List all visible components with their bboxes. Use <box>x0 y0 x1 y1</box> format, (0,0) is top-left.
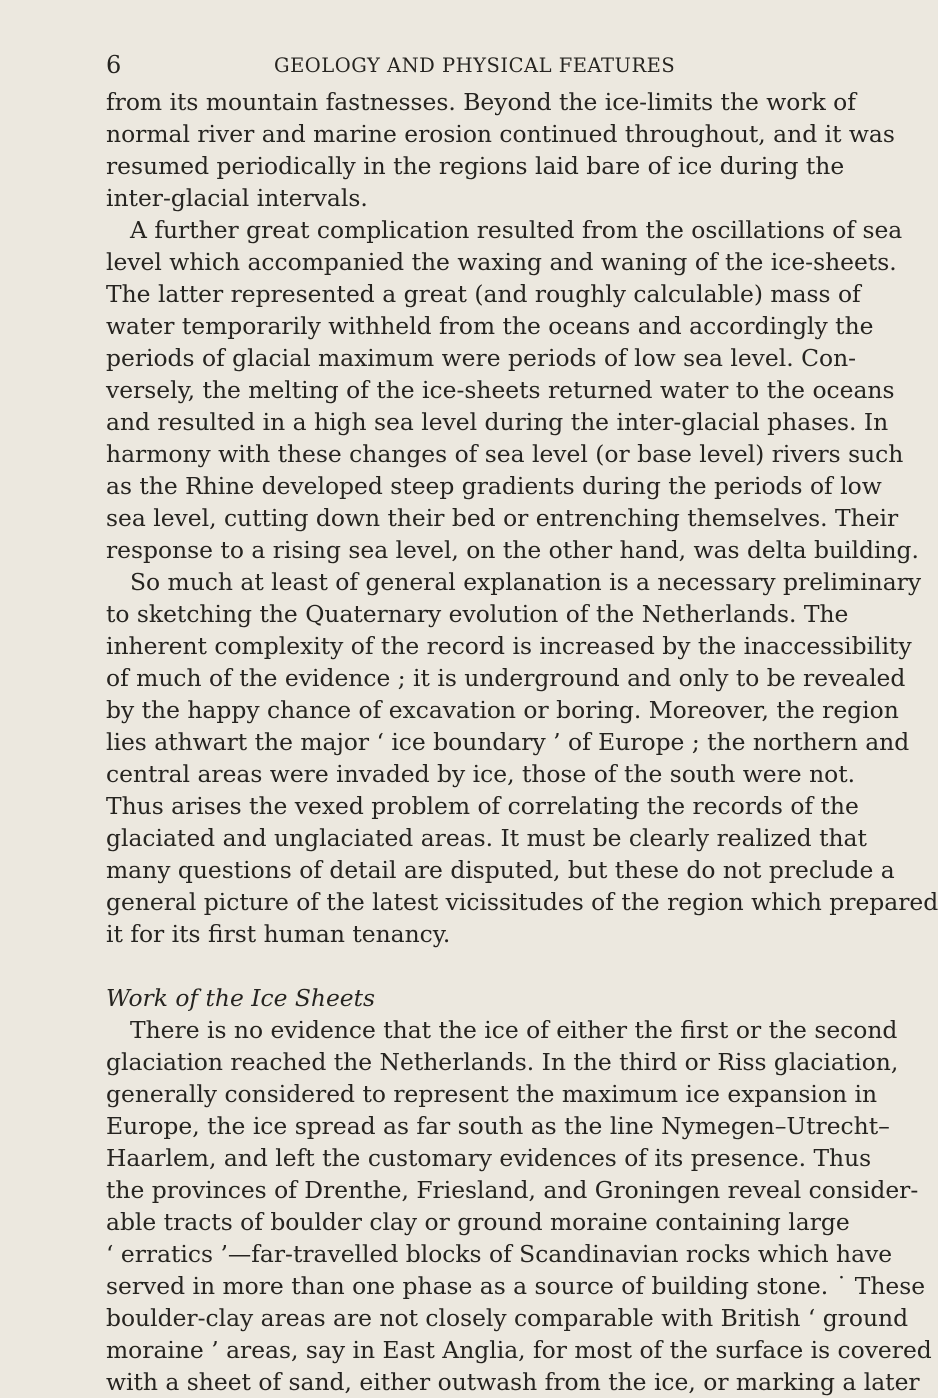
text-line: boulder-clay areas are not closely comparable with British ‘ ground <box>106 1304 909 1332</box>
text-line: from its mountain fastnesses. Beyond the ice-limits the work of <box>106 88 856 116</box>
text-line: Thus arises the vexed problem of correlating the records of the <box>106 792 859 820</box>
text-line: periods of glacial maximum were periods of low sea level. Con- <box>106 344 857 372</box>
text-line: moraine ’ areas, say in East Anglia, for most of the surface is covered <box>106 1336 932 1364</box>
text-line: There is no evidence that the ice of either the first or the second <box>130 1016 898 1044</box>
text-line: response to a rising sea level, on the other hand, was delta building. <box>106 536 919 564</box>
text-line: able tracts of boulder clay or ground moraine containing large <box>106 1208 850 1236</box>
text-line: glaciation reached the Netherlands. In the third or Riss glaciation, <box>106 1048 899 1076</box>
text-line: and resulted in a high sea level during the inter-glacial phases. In <box>106 408 889 436</box>
section-heading: Work of the Ice Sheets <box>106 984 376 1012</box>
text-line: level which accompanied the waxing and waning of the ice-sheets. <box>106 248 897 276</box>
text-line: The latter represented a great (and roughly calculable) mass of <box>106 280 861 308</box>
text-line: water temporarily withheld from the oceans and accordingly the <box>106 312 874 340</box>
text-line: resumed periodically in the regions laid bare of ice during the <box>106 152 845 180</box>
text-line: Europe, the ice spread as far south as the line Nymegen–Utrecht– <box>106 1112 890 1140</box>
text-line: general picture of the latest vicissitudes of the region which prepared <box>106 888 938 916</box>
text-line: as the Rhine developed steep gradients during the periods of low <box>106 472 882 500</box>
paragraph <box>106 566 938 950</box>
text-line: many questions of detail are disputed, but these do not preclude a <box>106 856 895 884</box>
text-line: Haarlem, and left the customary evidences of its presence. Thus <box>106 1144 872 1172</box>
text-line: generally considered to represent the maximum ice expansion in <box>106 1080 878 1108</box>
paragraph <box>106 214 919 566</box>
text-line: to sketching the Quaternary evolution of the Netherlands. The <box>106 600 849 628</box>
page-body <box>106 86 938 1398</box>
text-line: the provinces of Drenthe, Friesland, and Groningen reveal consider- <box>106 1176 919 1204</box>
text-line: glaciated and unglaciated areas. It must be clearly realized that <box>106 824 867 852</box>
text-line: sea level, cutting down their bed or entrenching themselves. Their <box>106 504 899 532</box>
text-line: it for its first human tenancy. <box>106 920 451 948</box>
paragraph <box>106 1014 932 1398</box>
text-line: inter-glacial intervals. <box>106 184 368 212</box>
text-line: harmony with these changes of sea level (or base level) rivers such <box>106 440 904 468</box>
page-number: 6 <box>106 51 122 79</box>
text-line: ‘ erratics ’—far-travelled blocks of Scandinavian rocks which have <box>106 1240 893 1268</box>
text-line: central areas were invaded by ice, those of the south were not. <box>106 760 856 788</box>
text-line: of much of the evidence ; it is underground and only to be revealed <box>106 664 906 692</box>
running-head <box>92 50 792 84</box>
text-line: lies athwart the major ‘ ice boundary ’ of Europe ; the northern and <box>106 728 910 756</box>
text-line: So much at least of general explanation is a necessary preliminary <box>130 568 922 596</box>
text-line: inherent complexity of the record is increased by the inaccessibility <box>106 632 912 660</box>
text-line: served in more than one phase as a source of building stone. ˙ These <box>106 1272 926 1300</box>
section-spacer <box>106 950 786 982</box>
paragraph <box>106 86 895 214</box>
text-line: A further great complication resulted from the oscillations of sea <box>130 216 903 244</box>
text-line: by the happy chance of excavation or boring. Moreover, the region <box>106 696 899 724</box>
running-title: GEOLOGY AND PHYSICAL FEATURES <box>274 54 676 77</box>
text-line: versely, the melting of the ice-sheets returned water to the oceans <box>106 376 895 404</box>
text-line: normal river and marine erosion continued throughout, and it was <box>106 120 895 148</box>
text-line: with a sheet of sand, either outwash from the ice, or marking a later <box>106 1368 920 1396</box>
